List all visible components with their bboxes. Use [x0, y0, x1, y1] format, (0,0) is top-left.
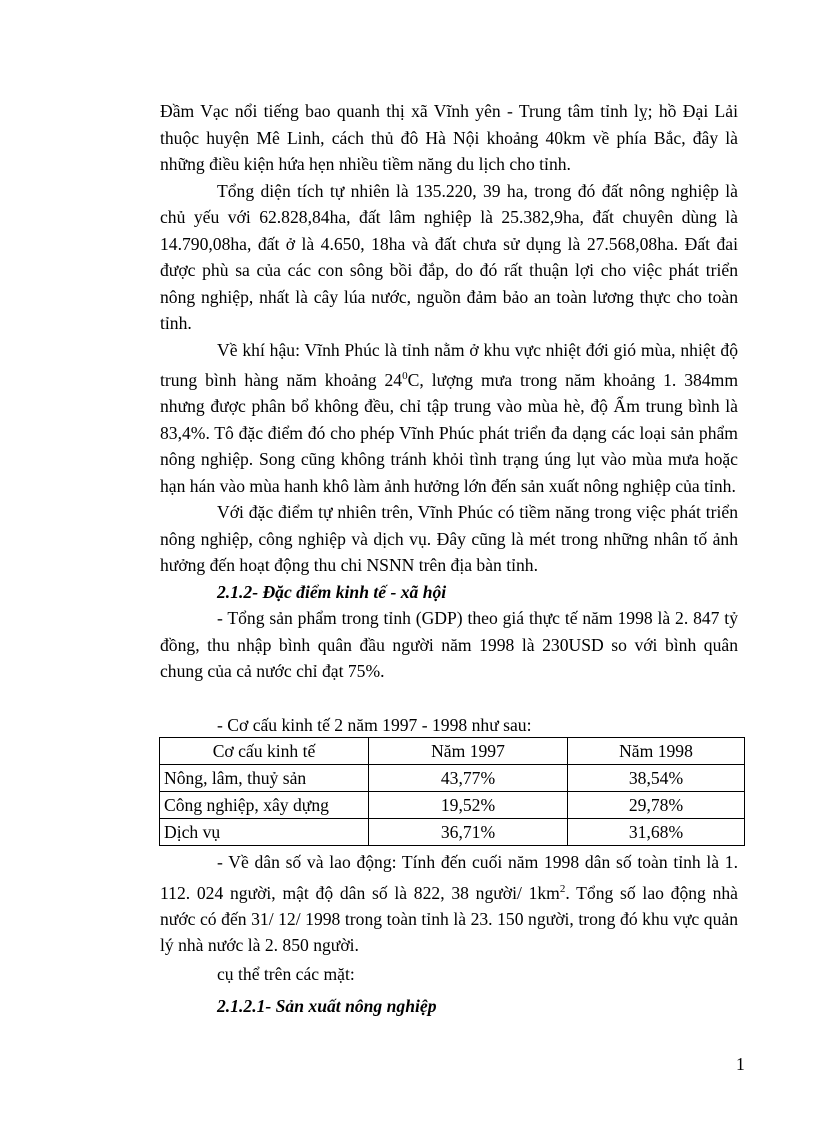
paragraph-climate	[160, 337, 738, 500]
paragraph-specifics: cụ thể trên các mặt:	[217, 963, 355, 984]
cell-value: 29,78%	[568, 792, 745, 819]
row-label: Dịch vụ	[160, 819, 369, 846]
paragraph-land-area: Tổng diện tích tự nhiên là 135.220, 39 ha, trong đó đất nông nghiệp là chủ yếu với 62.828,84ha, đất lâm nghiệp là 25.382,9ha, đất chuyên dùng là 14.790,08ha, đất ở là 4.650, 18ha và đất chưa sử dụng là 27.568,08ha. Đất đai được phù sa của các con sông bồi đắp, do đó rất thuận lợi cho việc phát triển nông nghiệp, nhất là cây lúa nước, nguồn đảm bảo an toàn lương thực cho toàn tỉnh.	[160, 180, 738, 333]
row-label: Công nghiệp, xây dựng	[160, 792, 369, 819]
row-label: Nông, lâm, thuỷ sản	[160, 765, 369, 792]
population-text-end: . Tổng số lao động nhà nước có đến 31/ 12/ 1998 trong toàn tỉnh là 23. 150 người, trong đó khu vực quản lý nhà nước là 2. 850 người.	[160, 882, 738, 956]
section-heading-agriculture: 2.1.2.1- Sản xuất nông nghiệp	[217, 996, 437, 1017]
population-text-start: - Về dân số và lao động: Tính đến cuối năm 1998 dân số toàn tỉnh là 1. 112. 024 người, mật độ dân số là 822, 38 người/ 1km	[160, 852, 738, 903]
header-year-1997: Năm 1997	[369, 738, 568, 765]
section-heading-economy: 2.1.2- Đặc điểm kinh tế - xã hội	[217, 581, 447, 602]
degree-superscript: 0	[402, 370, 408, 382]
header-year-1998: Năm 1998	[568, 738, 745, 765]
body-text-upper	[160, 98, 738, 685]
paragraph-gdp: - Tổng sản phẩm trong tỉnh (GDP) theo giá thực tế năm 1998 là 2. 847 tỷ đồng, thu nhập bình quân đầu người năm 1998 là 230USD so với bình quân chung của cả nước chỉ đạt 75%.	[160, 608, 738, 682]
paragraph-lakes: Đầm Vạc nổi tiếng bao quanh thị xã Vĩnh yên - Trung tâm tỉnh lỵ; hồ Đại Lải thuộc huyện Mê Linh, cách thủ đô Hà Nội khoảng 40km về phía Bắc, đây là những điều kiện hứa hẹn nhiều tiềm năng du lịch cho tỉnh.	[160, 101, 738, 174]
header-structure: Cơ cấu kinh tế	[160, 738, 369, 765]
table-row	[160, 792, 745, 819]
body-text-lower	[160, 849, 738, 1020]
cell-value: 19,52%	[369, 792, 568, 819]
paragraph-population	[160, 849, 738, 959]
paragraph-potential: Với đặc điểm tự nhiên trên, Vĩnh Phúc có tiềm năng trong việc phát triển nông nghiệp, công nghiệp và dịch vụ. Đây cũng là mét trong những nhân tố ảnh hưởng đến hoạt động thu chi NSNN trên địa bàn tỉnh.	[160, 502, 738, 576]
climate-text-end: C, lượng mưa trong năm khoảng 1. 384mm nhưng được phân bổ không đều, chỉ tập trung vào mùa hè, độ Ẩm trung bình là 83,4%. Tô đặc điểm đó cho phép Vĩnh Phúc phát triển đa dạng các loại sản phẩm nông nghiệp. Song cũng không tránh khỏi tình trạng úng lụt vào mùa mưa hoặc hạn hán vào mùa hanh khô làm ảnh hưởng lớn đến sản xuất nông nghiệp của tỉnh.	[160, 369, 738, 496]
cell-value: 36,71%	[369, 819, 568, 846]
table-row	[160, 765, 745, 792]
km-superscript: 2	[559, 882, 566, 895]
climate-text-start: Về khí hậu: Vĩnh Phúc là tỉnh nằm ở khu vực nhiệt đới gió mùa, nhiệt độ trung bình hàng năm khoảng 24	[160, 339, 738, 390]
economic-structure-table	[159, 737, 745, 846]
table-header-row	[160, 738, 745, 765]
cell-value: 38,54%	[568, 765, 745, 792]
cell-value: 43,77%	[369, 765, 568, 792]
cell-value: 31,68%	[568, 819, 745, 846]
table-intro: - Cơ cấu kinh tế 2 năm 1997 - 1998 như sau:	[217, 715, 532, 735]
page-number: 1	[736, 1054, 745, 1074]
table-row	[160, 819, 745, 846]
